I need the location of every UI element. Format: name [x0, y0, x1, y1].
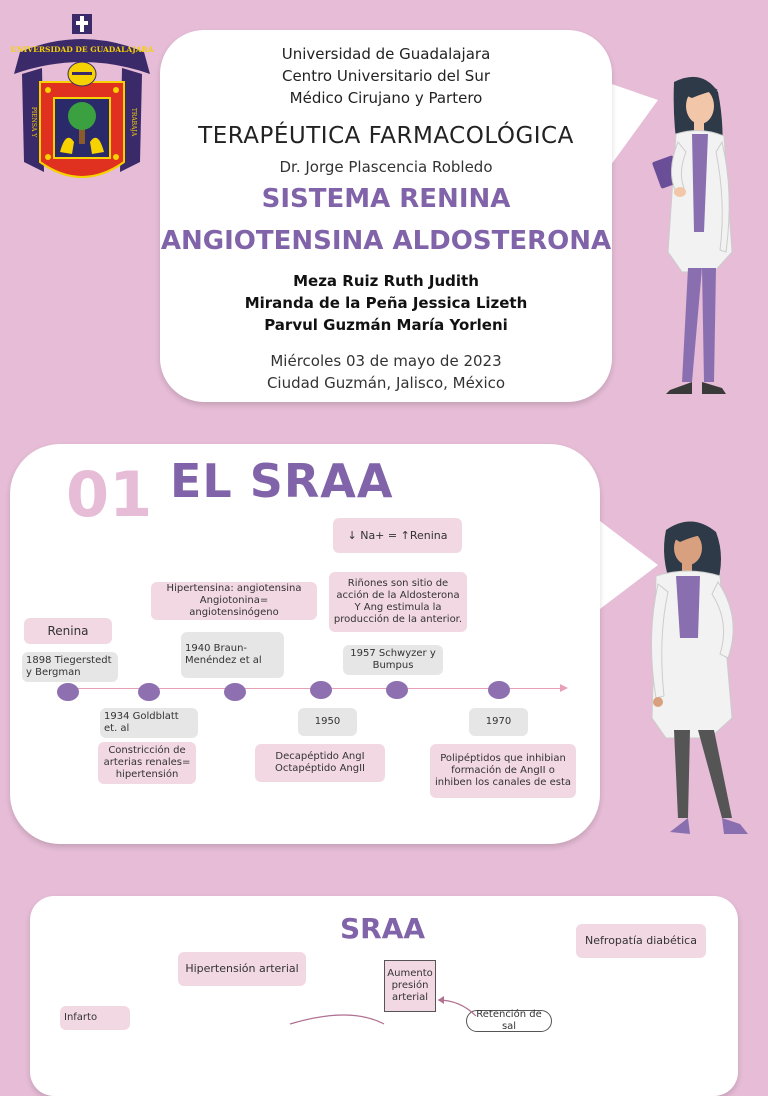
institution-line: Centro Universitario del Sur — [281, 67, 490, 85]
sodium-renin-box: ↓ Na+ = ↑Renina — [333, 518, 462, 553]
doctor-illustration — [636, 518, 760, 840]
diagram-arrows — [290, 990, 480, 1024]
timeline-event-1950: 1950 — [298, 708, 357, 736]
infarto-box: Infarto — [60, 1006, 130, 1030]
presentation-title-line2: ANGIOTENSINA ALDOSTERONA — [160, 226, 612, 256]
timeline-dot — [386, 681, 408, 699]
timeline-event-1898: 1898 Tiegerstedt y Bergman — [22, 652, 118, 682]
logo-right-text: TRABAJA — [130, 107, 137, 137]
institution-line: Médico Cirujano y Partero — [289, 89, 483, 107]
author-name: Parvul Guzmán María Yorleni — [264, 316, 508, 334]
hipertension-box: Hipertensión arterial — [178, 952, 306, 986]
timeline-event-1970: 1970 — [469, 708, 528, 736]
timeline-note-1950: Decapéptido AngI Octapéptido AngII — [255, 744, 385, 782]
author-name: Meza Ruiz Ruth Judith — [293, 272, 479, 290]
nefropatia-box: Nefropatía diabética — [576, 924, 706, 958]
authors-list — [160, 270, 612, 336]
timeline-event-1934: 1934 Goldblatt et. al — [100, 708, 198, 738]
timeline-dot — [488, 681, 510, 699]
author-name: Miranda de la Peña Jessica Lizeth — [244, 294, 528, 312]
section-title: EL SRAA — [170, 454, 394, 508]
section-number: 01 — [66, 458, 153, 531]
professor-name: Dr. Jorge Plascencia Robledo — [279, 158, 493, 176]
timeline-note-rinones: Riñones son sitio de acción de la Aldosterona Y Ang estimula la producción de la anterior. — [329, 572, 467, 632]
location-line: Ciudad Guzmán, Jalisco, México — [266, 374, 506, 392]
timeline-dot — [224, 683, 246, 701]
retencion-sal-box: Retención de sal — [466, 1010, 552, 1032]
presentation-title-line1: SISTEMA RENINA — [261, 184, 511, 214]
timeline-dot — [310, 681, 332, 699]
timeline-arrow-icon — [560, 684, 568, 692]
timeline-dot — [57, 683, 79, 701]
sraa-title: SRAA — [340, 912, 426, 945]
title-speech-bubble — [160, 30, 612, 402]
institution-line: Universidad de Guadalajara — [281, 45, 491, 63]
aumento-presion-box: Aumento presión arterial — [384, 960, 436, 1012]
course-name: TERAPÉUTICA FARMACOLÓGICA — [198, 123, 574, 149]
timeline-note-1934: Constricción de arterias renales= hipertensión — [98, 742, 196, 784]
date-location — [160, 350, 612, 394]
timeline-note-1970: Polipéptidos que inhibian formación de AngII o inhiben los canales de esta — [430, 744, 576, 798]
logo-left-text: PIENSA Y — [30, 106, 37, 138]
date-line: Miércoles 03 de mayo de 2023 — [270, 352, 502, 370]
timeline-dot — [138, 683, 160, 701]
timeline-event-1940: 1940 Braun-Menéndez et al — [181, 632, 284, 678]
timeline-note-hipertensina: Hipertensina: angiotensina Angiotonina= angiotensinógeno — [151, 582, 317, 620]
university-logo — [10, 12, 154, 192]
timeline-event-1957: 1957 Schwyzer y Bumpus — [343, 645, 443, 675]
renina-label: Renina — [24, 618, 112, 644]
logo-ring-text: UNIVERSIDAD DE GUADALAJARA — [10, 45, 154, 54]
doctor-illustration — [622, 72, 742, 402]
